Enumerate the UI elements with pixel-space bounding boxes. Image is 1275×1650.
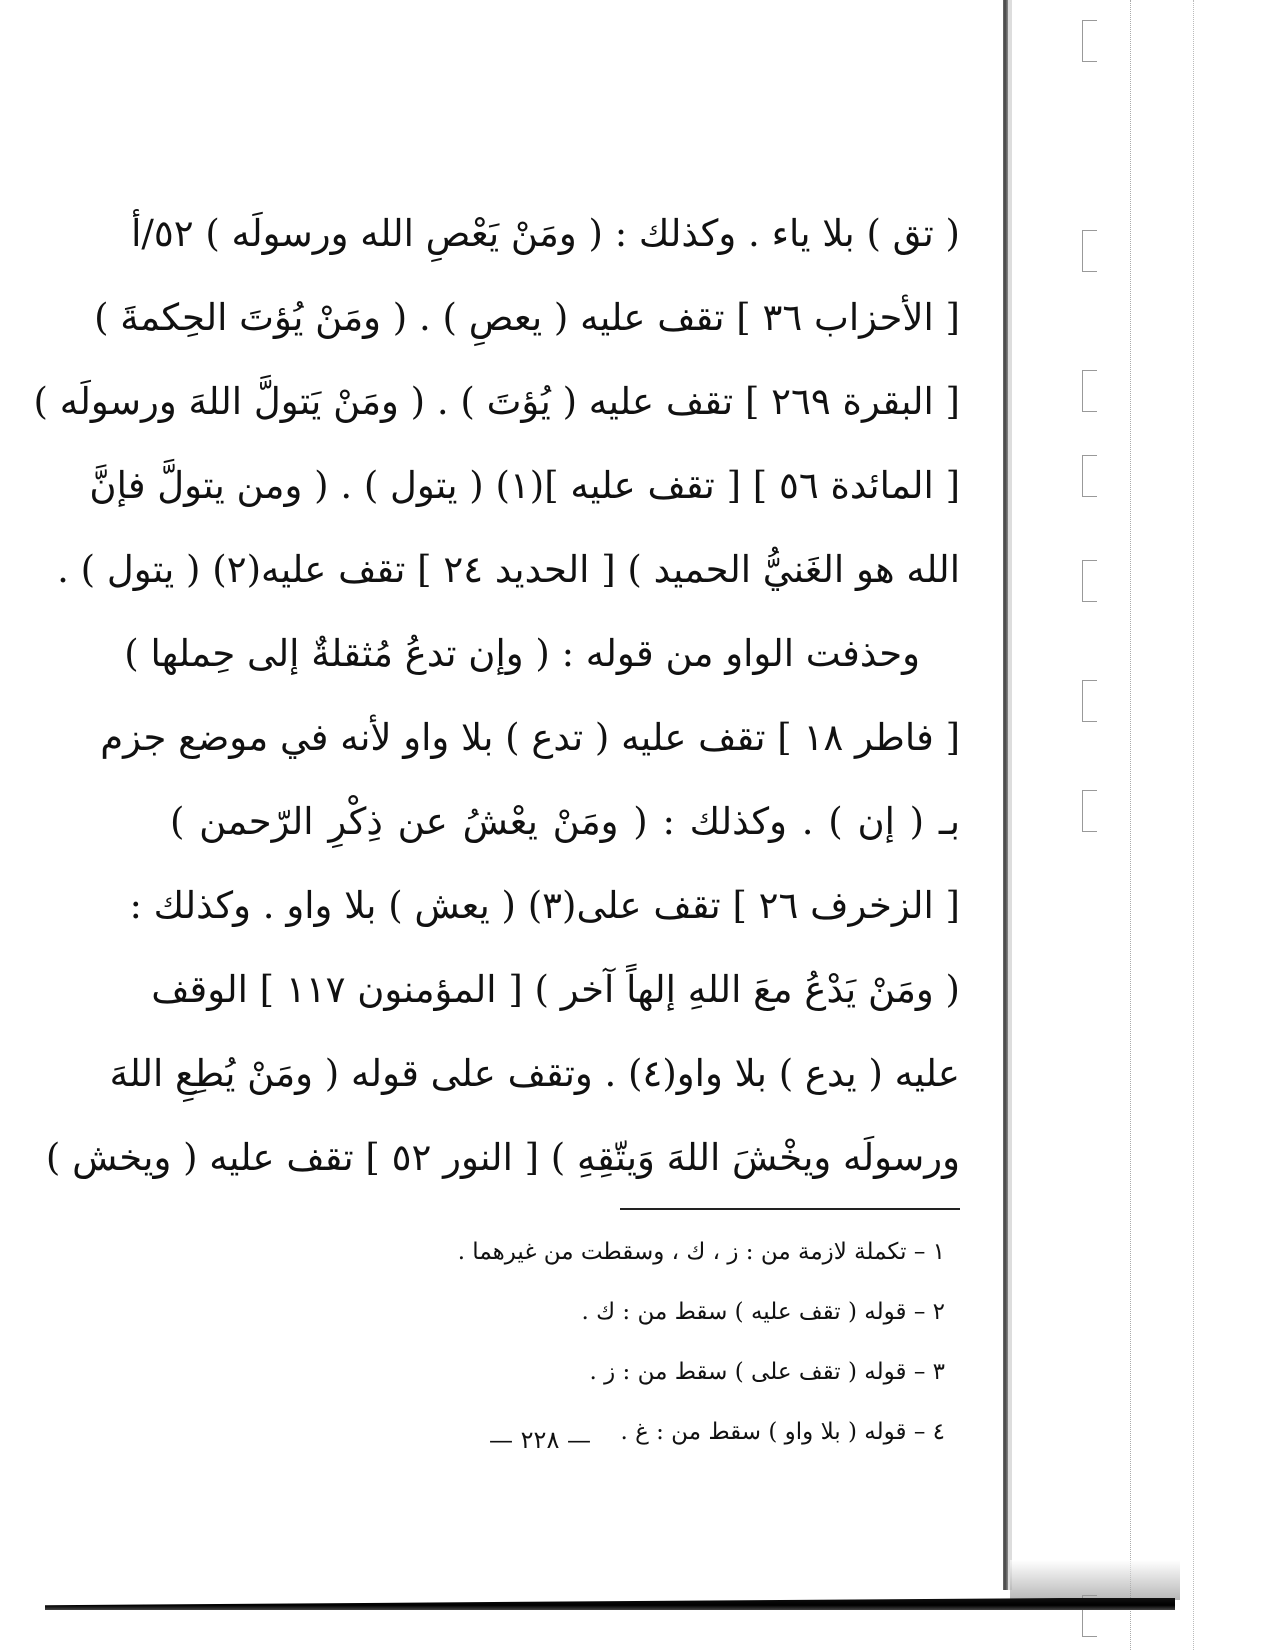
- body-line: ( تق ) بلا ياء . وكذلك : ( ومَنْ يَعْصِ الله ورسولَه ) ٥٢/أ: [131, 212, 960, 255]
- binding-shadow: [1008, 0, 1012, 1590]
- footnotes: [300, 1222, 945, 1462]
- page-number: — ٢٢٨ —: [489, 1426, 591, 1454]
- body-line: [ البقرة ٢٦٩ ] تقف عليه ( يُؤتَ ) . ( ومَنْ يَتولَّ اللهَ ورسولَه ): [33, 380, 960, 423]
- body-line: ( ومَنْ يَدْعُ معَ اللهِ إلهاً آخر ) [ المؤمنون ١١٧ ] الوقف: [151, 968, 960, 1011]
- footnote: ٤ – قوله ( بلا واو ) سقط من : غ .: [620, 1419, 945, 1445]
- footnote: ٣ – قوله ( تقف على ) سقط من : ز .: [589, 1359, 945, 1385]
- body-line: [ فاطر ١٨ ] تقف عليه ( تدع ) بلا واو لأنه في موضع جزم: [100, 716, 960, 759]
- gutter-mark: [1082, 680, 1097, 722]
- gutter-mark: [1082, 20, 1097, 62]
- gutter-dotted-line: [1130, 0, 1132, 1650]
- scan-bottom-bar: [45, 1598, 1175, 1610]
- body-line: [ الزخرف ٢٦ ] تقف على(٣) ( يعش ) بلا واو . وكذلك :: [129, 884, 960, 927]
- footnote: ١ – تكملة لازمة من : ز ، ك ، وسقطت من غيرهما .: [457, 1239, 945, 1265]
- body-line: [ الأحزاب ٣٦ ] تقف عليه ( يعصِ ) . ( ومَنْ يُؤتَ الحِكمةَ ): [94, 296, 960, 339]
- footnote-divider: [620, 1208, 960, 1210]
- gutter-mark: [1082, 230, 1097, 272]
- body-line: وحذفت الواو من قوله : ( وإن تدعُ مُثقلةٌ إلى حِملها ): [124, 632, 920, 675]
- gutter-mark: [1082, 455, 1097, 497]
- body-line: الله هو الغَنيُّ الحميد ) [ الحديد ٢٤ ] تقف عليه(٢) ( يتول ) .: [57, 548, 960, 591]
- gutter-mark: [1082, 790, 1097, 832]
- body-line: بـ ( إن ) . وكذلك : ( ومَنْ يعْشُ عن ذِكْرِ الرّحمن ): [170, 800, 960, 843]
- body-line: عليه ( يدع ) بلا واو(٤) . وتقف على قوله ( ومَنْ يُطِعِ اللهَ: [109, 1052, 960, 1095]
- body-line: [ المائدة ٥٦ ] [ تقف عليه ](١) ( يتول ) . ( ومن يتولَّ فإنَّ: [89, 464, 960, 507]
- page-body: [33, 192, 960, 1200]
- gutter-dotted-line: [1193, 0, 1195, 1650]
- gutter-mark: [1082, 370, 1097, 412]
- gutter-mark: [1082, 560, 1097, 602]
- scan-shadow: [1010, 1560, 1180, 1600]
- body-line: ورسولَه ويخْشَ اللهَ وَيتّقِهِ ) [ النور ٥٢ ] تقف عليه ( ويخش ): [45, 1136, 960, 1179]
- footnote: ٢ – قوله ( تقف عليه ) سقط من : ك .: [581, 1299, 945, 1325]
